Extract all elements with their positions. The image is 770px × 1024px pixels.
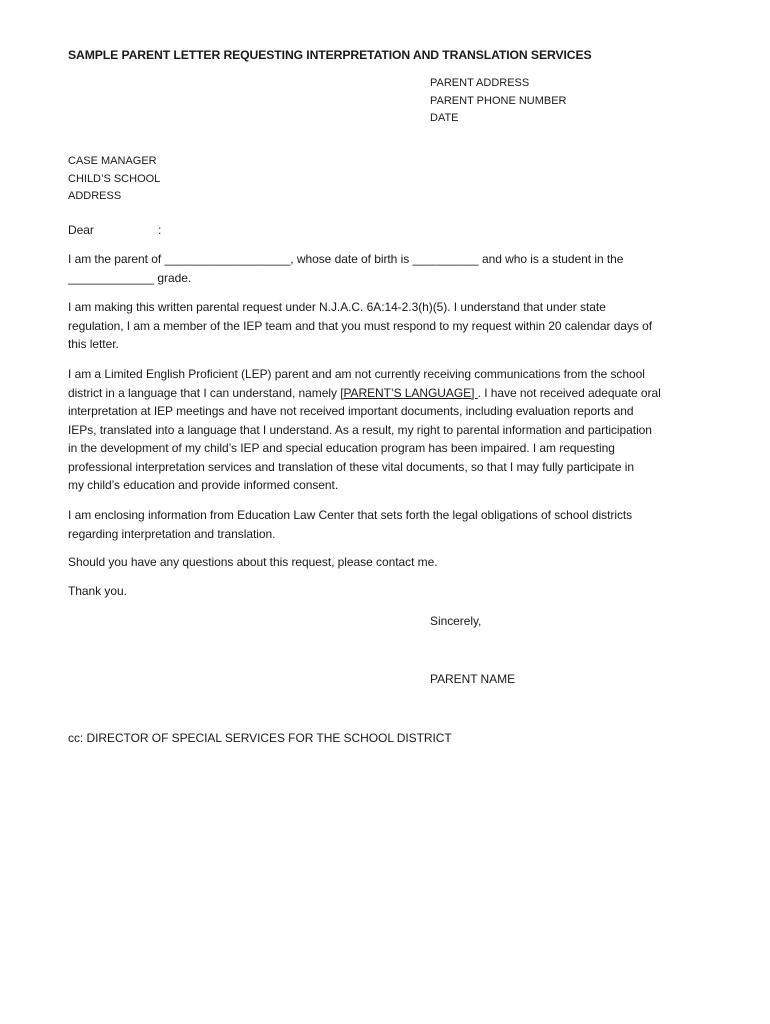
paragraph-line: in the development of my child’s IEP and special education program has been impaired. I am requesting xyxy=(68,441,615,455)
closing: Sincerely, xyxy=(430,614,482,628)
paragraph-line: I am making this written parental request under N.J.A.C. 6A:14-2.3(h)(5). I understand that under state xyxy=(68,300,606,314)
paragraph-line: professional interpretation services and translation of these vital documents, so that I may fully participate in xyxy=(68,459,634,474)
recipient-school: CHILD’S SCHOOL xyxy=(68,172,161,185)
paragraph-line: Thank you. xyxy=(68,584,127,598)
paragraph-line: this letter. xyxy=(68,337,119,351)
paragraph-line: interpretation at IEP meetings and have not received important documents, including evaluation reports and xyxy=(68,404,634,418)
paragraph-line: _____________ grade. xyxy=(68,270,192,285)
salutation-colon: : xyxy=(158,223,162,237)
paragraph-line: regarding interpretation and translation. xyxy=(68,526,276,541)
paragraph-request xyxy=(68,298,708,354)
letter-date: DATE xyxy=(430,112,459,124)
recipient-case-manager: CASE MANAGER xyxy=(68,155,157,167)
salutation xyxy=(68,221,162,240)
paragraph-line: my child’s education and provide informed consent. xyxy=(68,478,339,492)
paragraph-contact xyxy=(68,553,708,572)
cc-line: cc: DIRECTOR OF SPECIAL SERVICES FOR THE SCHOOL DISTRICT xyxy=(68,731,452,745)
language-prefix: district in a language that I can understand, namely xyxy=(68,385,341,400)
paragraph-line: Should you have any questions about this request, please contact me. xyxy=(68,555,438,569)
paragraph-line: IEPs, translated into a language that I understand. As a result, my right to parental information and participation xyxy=(68,422,652,437)
sender-address: PARENT ADDRESS xyxy=(430,77,530,89)
paragraph-lep xyxy=(68,365,708,495)
signature-name: PARENT NAME xyxy=(430,672,516,686)
salutation-dear: Dear xyxy=(68,223,94,237)
parent-language-field: [PARENT’S LANGUAGE] xyxy=(340,385,478,400)
recipient-block xyxy=(68,153,160,206)
recipient-address: ADDRESS xyxy=(68,190,122,202)
paragraph-parent-info xyxy=(68,250,708,287)
paragraph-line: I am enclosing information from Education Law Center that sets forth the legal obligations of school districts xyxy=(68,508,633,522)
paragraph-line: regulation, I am a member of the IEP team and that you must respond to my request within 20 calendar days of xyxy=(68,318,653,333)
paragraph-enclosure xyxy=(68,506,708,543)
paragraph-line: I am a Limited English Proficient (LEP) parent and am not currently receiving communications from the school xyxy=(68,367,645,381)
paragraph-line: I am the parent of ___________________, whose date of birth is __________ and who is a student in the xyxy=(68,252,624,266)
paragraph-thanks xyxy=(68,582,708,601)
sender-phone: PARENT PHONE NUMBER xyxy=(430,94,567,107)
letter-title: SAMPLE PARENT LETTER REQUESTING INTERPRETATION AND TRANSLATION SERVICES xyxy=(68,48,592,62)
paragraph-line xyxy=(68,384,708,403)
language-suffix: . I have not received adequate oral xyxy=(477,385,661,400)
sender-block xyxy=(430,75,567,128)
